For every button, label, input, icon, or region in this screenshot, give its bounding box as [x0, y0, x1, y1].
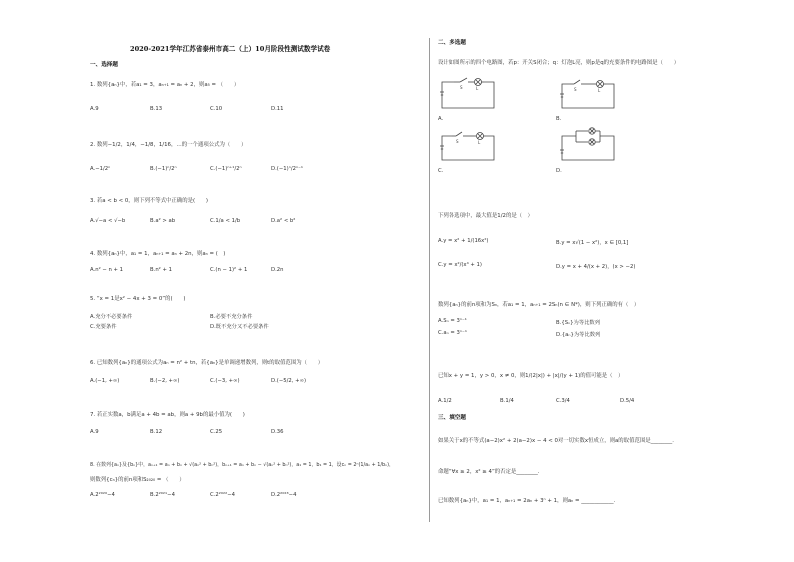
q12-option-a: A.1/2	[438, 398, 452, 404]
q4-option-a: A.n² − n + 1	[90, 267, 124, 273]
q10-option-d: D.y = x + 4/(x + 2)，(x > −2)	[556, 264, 636, 270]
q3-option-a: A.√−a < √−b	[90, 218, 126, 224]
q12-option-c: C.3/4	[556, 398, 570, 404]
q10-option-c: C.y = x²/(x⁴ + 1)	[438, 262, 482, 268]
svg-text:L: L	[476, 86, 479, 91]
q3-option-d: D.a² < b²	[271, 218, 296, 224]
q6-stem: 6. 已知数列{aₙ}的通项公式为aₙ = n² + tn，若{aₙ}是单调递增数列，则t的取值范围为（ ）	[90, 360, 324, 366]
q7-option-b: B.12	[150, 429, 163, 435]
q1-option-b: B.13	[150, 106, 163, 112]
q8-stem-line2: 则数列{cₙ}的前n项和S₂₀₂₀ = （ ）	[90, 477, 185, 483]
q11-stem: 数列{aₙ}的前n项和为Sₙ，若a₁ = 1，aₙ₊₁ = 2Sₙ(n ∈ N*)，则下列正确的有（ ）	[438, 302, 640, 308]
q15-stem: 已知数列{aₙ}中，a₁ = 1，aₙ₊₁ = 2aₙ + 3ⁿ + 1，则aₙ = ____________.	[438, 498, 616, 504]
q9-option-b: B.	[556, 116, 562, 122]
svg-text:S: S	[456, 139, 459, 144]
q5-option-b: B.必要不充分条件	[210, 314, 253, 320]
q9-option-c: C.	[438, 168, 444, 174]
q1-option-a: A.9	[90, 106, 99, 112]
q8-stem-line1: 8. 在数列{aₙ}及{bₙ}中，aₙ₊₁ = aₙ + bₙ + √(aₙ² + bₙ²)，bₙ₊₁ = aₙ + bₙ − √(aₙ² + bₙ²)，a₁ = 1，b₁ = 1，设cₙ = 2ⁿ(1/aₙ + 1/bₙ)，	[90, 462, 394, 468]
q13-stem: 如果关于x的不等式(a−2)x² + 2(a−2)x − 4 < 0对一切实数x恒成立，则a的取值范围是________.	[438, 438, 674, 444]
q6-option-a: A.(−1, +∞)	[90, 378, 120, 384]
q10-stem: 下列各选项中，最大值是1/2的是（ ）	[438, 213, 533, 219]
q7-option-a: A.9	[90, 429, 99, 435]
q12-stem: 已知x + y = 1，y > 0，x ≠ 0，则1/(2|x|) + |x|/(y + 1)的值可能是（ ）	[438, 373, 624, 379]
column-divider	[429, 38, 430, 522]
q6-option-c: C.(−3, +∞)	[210, 378, 240, 384]
q11-option-c: C.aₙ = 3ⁿ⁻¹	[438, 330, 467, 336]
q4-option-b: B.n² + 1	[150, 267, 172, 273]
q10-option-a: A.y = x² + 1/(16x²)	[438, 238, 489, 244]
circuit-diagram-c	[440, 132, 500, 166]
q3-option-c: C.1/a < 1/b	[210, 218, 241, 224]
q8-option-c: C.2²⁰²²−4	[210, 492, 236, 498]
exam-title: 2020-2021学年江苏省泰州市高二（上）10月阶段性测试数学试卷	[130, 45, 331, 53]
q1-stem: 1. 数列{aₙ}中，若a₁ = 3，aₙ₊₁ = aₙ + 2，则a₅ = （ ）	[90, 82, 240, 88]
q4-option-c: C.(n − 1)² + 1	[210, 267, 248, 273]
q2-stem: 2. 数列−1/2，1/4，−1/8，1/16，…的一个通项公式为（ ）	[90, 142, 247, 148]
q9-option-a: A.	[438, 116, 444, 122]
section-fill-in: 三、填空题	[438, 415, 466, 421]
q2-option-d: D.(−1)ⁿ/2ⁿ⁻¹	[271, 166, 303, 172]
q2-option-c: C.(−1)ⁿ⁺¹/2ⁿ	[210, 166, 242, 172]
circuit-diagram-a	[440, 78, 500, 114]
q1-option-c: C.10	[210, 106, 223, 112]
q11-option-b: B.{Sₙ}为等比数列	[556, 320, 601, 326]
q4-option-d: D.2n	[271, 267, 284, 273]
svg-text:L: L	[598, 88, 601, 93]
q1-option-d: D.11	[271, 106, 284, 112]
q7-option-d: D.36	[271, 429, 284, 435]
svg-text:S: S	[574, 87, 577, 92]
q5-option-a: A.充分不必要条件	[90, 314, 133, 320]
q6-option-b: B.(−2, +∞)	[150, 378, 180, 384]
q7-stem: 7. 若正实数a，b满足a + 4b = ab，则a + 9b的最小值为( )	[90, 412, 245, 418]
q9-stem: 设计如图所示的四个电路图，若p：开关S闭合；q：灯泡L亮，则p是q的充要条件的电路图是（ ）	[438, 60, 680, 66]
svg-text:S: S	[460, 85, 463, 90]
q5-option-d: D.既不充分又不必要条件	[210, 324, 269, 330]
q14-stem: 命题“∀x ≥ 2，x² ≥ 4”的否定是________.	[438, 469, 540, 475]
q8-option-a: A.2²⁰²⁰−4	[90, 492, 115, 498]
q8-option-b: B.2²⁰²¹−4	[150, 492, 175, 498]
q4-stem: 4. 数列{aₙ}中，a₁ = 1，aₙ₊₁ = aₙ + 2n，则aₙ = ( )	[90, 251, 226, 257]
q2-option-b: B.(−1)ⁿ/2ⁿ	[150, 166, 177, 172]
circuit-diagram-b	[560, 80, 620, 116]
q11-option-a: A.Sₙ = 3ⁿ⁻¹	[438, 318, 467, 324]
svg-text:L: L	[478, 140, 481, 145]
section-choice: 一、选择题	[90, 62, 118, 68]
q5-option-c: C.充要条件	[90, 324, 117, 330]
q3-option-b: B.a² > ab	[150, 218, 176, 224]
q12-option-d: D.5/4	[620, 398, 635, 404]
q3-stem: 3. 若a < b < 0，则下列不等式中正确的是( )	[90, 198, 208, 204]
q11-option-d: D.{aₙ}为等比数列	[556, 332, 601, 338]
q12-option-b: B.1/4	[500, 398, 514, 404]
q9-option-d: D.	[556, 168, 562, 174]
q10-option-b: B.y = x√(1 − x²)，x ∈ [0,1]	[556, 240, 629, 246]
q8-option-d: D.2²⁰²³−4	[271, 492, 297, 498]
q6-option-d: D.(−5/2, +∞)	[271, 378, 307, 384]
q5-stem: 5. “x = 1是x² − 4x + 3 = 0”的( )	[90, 296, 186, 302]
circuit-diagram-d	[560, 130, 620, 166]
q7-option-c: C.25	[210, 429, 223, 435]
section-multiple-choice: 二、多选题	[438, 40, 466, 46]
q2-option-a: A.−1/2ⁿ	[90, 166, 111, 172]
